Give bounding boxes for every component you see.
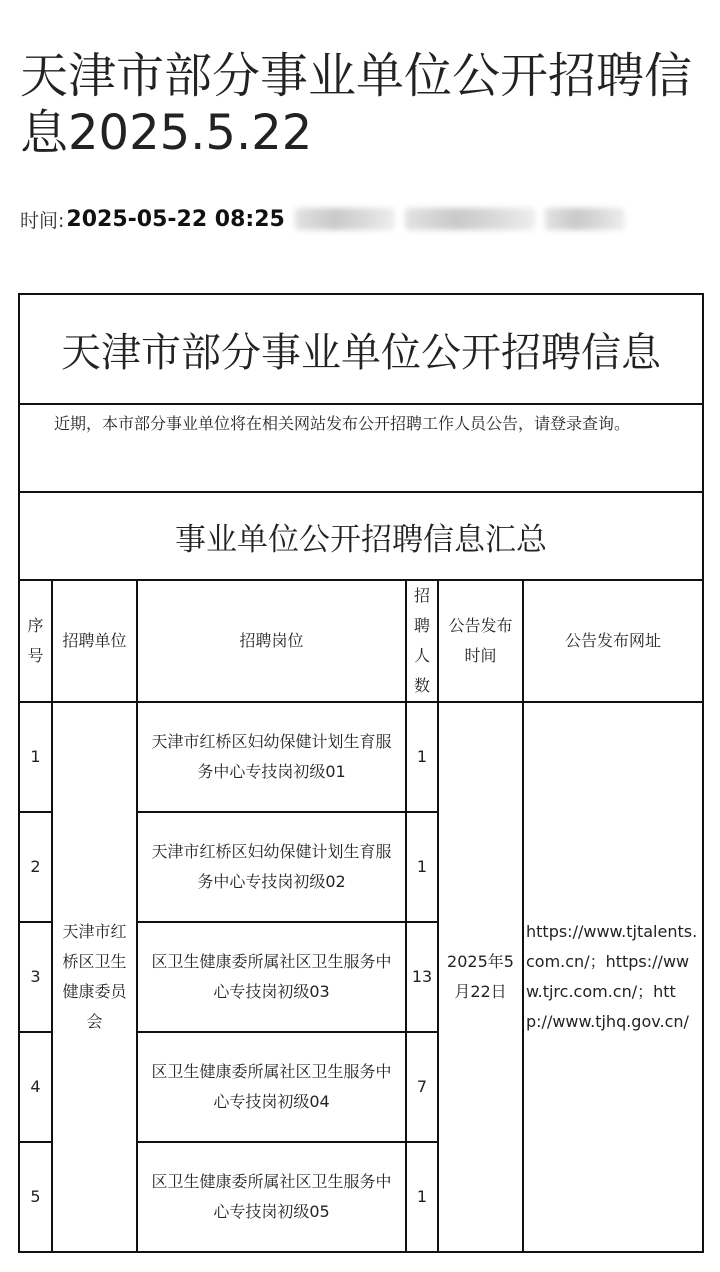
row-index: 4: [19, 1032, 52, 1142]
col-header-unit: 招聘单位: [52, 580, 137, 702]
row-position: 天津市红桥区妇幼保健计划生育服务中心专技岗初级01: [137, 702, 406, 812]
row-index: 1: [19, 702, 52, 812]
row-index: 3: [19, 922, 52, 1032]
row-count: 1: [406, 1142, 438, 1252]
table-heading: 天津市部分事业单位公开招聘信息: [19, 294, 703, 404]
row-position: 区卫生健康委所属社区卫生服务中心专技岗初级04: [137, 1032, 406, 1142]
col-header-position: 招聘岗位: [137, 580, 406, 702]
col-header-count: 招聘人数: [406, 580, 438, 702]
publish-meta: [20, 204, 625, 234]
row-count: 1: [406, 812, 438, 922]
redacted-source-blur: [405, 208, 535, 230]
row-position: 天津市红桥区妇幼保健计划生育服务中心专技岗初级02: [137, 812, 406, 922]
row-index: 2: [19, 812, 52, 922]
table-row: [19, 702, 703, 812]
recruitment-table: [18, 293, 704, 1253]
row-count: 1: [406, 702, 438, 812]
row-index: 5: [19, 1142, 52, 1252]
summary-title: 事业单位公开招聘信息汇总: [19, 492, 703, 580]
row-position: 区卫生健康委所属社区卫生服务中心专技岗初级05: [137, 1142, 406, 1252]
col-header-index: 序号: [19, 580, 52, 702]
redacted-source-blur: [295, 208, 395, 230]
row-position: 区卫生健康委所属社区卫生服务中心专技岗初级03: [137, 922, 406, 1032]
time-label: 时间:: [20, 209, 65, 232]
recruiting-unit: 天津市红桥区卫生健康委员会: [52, 702, 137, 1252]
redacted-source-blur: [545, 208, 625, 230]
row-count: 13: [406, 922, 438, 1032]
time-value: 2025-05-22 08:25: [66, 206, 285, 232]
table-intro: 近期，本市部分事业单位将在相关网站发布公开招聘工作人员公告，请登录查询。: [19, 404, 703, 492]
publish-url[interactable]: https://www.tjtalents.com.cn/；https://www.tjrc.com.cn/；http://www.tjhq.gov.cn/: [523, 702, 703, 1252]
col-header-publish-url: 公告发布网址: [523, 580, 703, 702]
col-header-publish-time: 公告发布时间: [438, 580, 523, 702]
page-title: 天津市部分事业单位公开招聘信息2025.5.22: [20, 48, 693, 161]
row-count: 7: [406, 1032, 438, 1142]
publish-time: 2025年5月22日: [438, 702, 523, 1252]
